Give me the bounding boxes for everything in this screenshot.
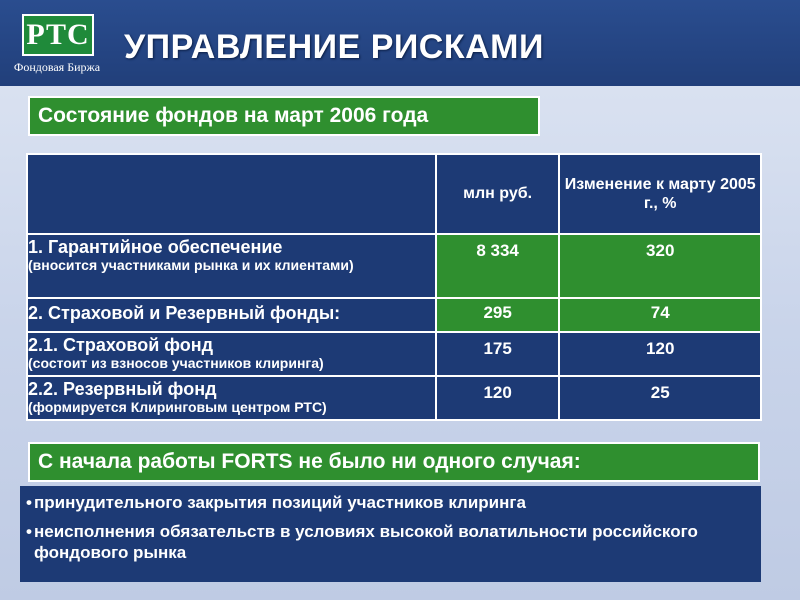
rts-logo [10,14,104,80]
header-bar [0,0,800,86]
bullet-text: неисполнения обязательств в условиях высокой волатильности российского фондового рынка [34,522,698,562]
row-label: 2.2. Резервный фонд [28,379,217,399]
section-subtitle: Состояние фондов на март 2006 года [28,96,540,136]
row-change-value: 120 [646,339,675,358]
header-cell-mln: млн руб. [436,154,560,234]
funds-table [26,153,762,421]
row-label-cell [27,234,436,298]
table-row [27,234,761,298]
row-change-cell [559,376,761,420]
table-row [27,298,761,332]
bullet-text: принудительного закрытия позиций участников клиринга [34,493,526,512]
forts-banner: С начала работы FORTS не было ни одного случая: [28,442,760,482]
row-change-value: 25 [650,383,670,402]
table-row [27,376,761,420]
list-item [26,521,755,563]
row-mln-value: 8 334 [476,241,519,260]
row-sublabel: (состоит из взносов участников клиринга) [28,355,324,371]
row-label-cell [27,376,436,420]
row-label: 2. Страховой и Резервный фонды: [28,303,341,323]
list-item [26,492,755,513]
row-sublabel: (формируется Клиринговым центром РТС) [28,399,327,415]
row-change-value: 320 [646,241,675,260]
row-label: 2.1. Страховой фонд [28,335,214,355]
logo-mark: РТС [22,14,94,56]
header-cell-empty [27,154,436,234]
row-label: 1. Гарантийное обеспечение [28,237,283,257]
row-mln-value: 295 [483,303,512,322]
row-label-cell [27,332,436,376]
row-label-cell [27,298,436,332]
header-cell-change: Изменение к марту 2005 г., % [559,154,761,234]
page-title: УПРАВЛЕНИЕ РИСКАМИ [124,28,544,66]
logo-subtitle: Фондовая Биржа [13,60,101,74]
row-change-value: 74 [650,303,670,322]
bullet-list [20,486,761,582]
bullet-icon: • [26,522,32,541]
row-mln-value: 120 [483,383,512,402]
row-change-cell [559,298,761,332]
row-sublabel: (вносится участниками рынка и их клиентами) [28,257,354,273]
row-mln-value: 175 [483,339,512,358]
row-mln-cell [436,376,560,420]
row-mln-cell [436,234,560,298]
table-header-row [27,154,761,234]
row-change-cell [559,234,761,298]
row-mln-cell [436,332,560,376]
bullet-icon: • [26,493,32,512]
table-row [27,332,761,376]
row-mln-cell [436,298,560,332]
row-change-cell [559,332,761,376]
